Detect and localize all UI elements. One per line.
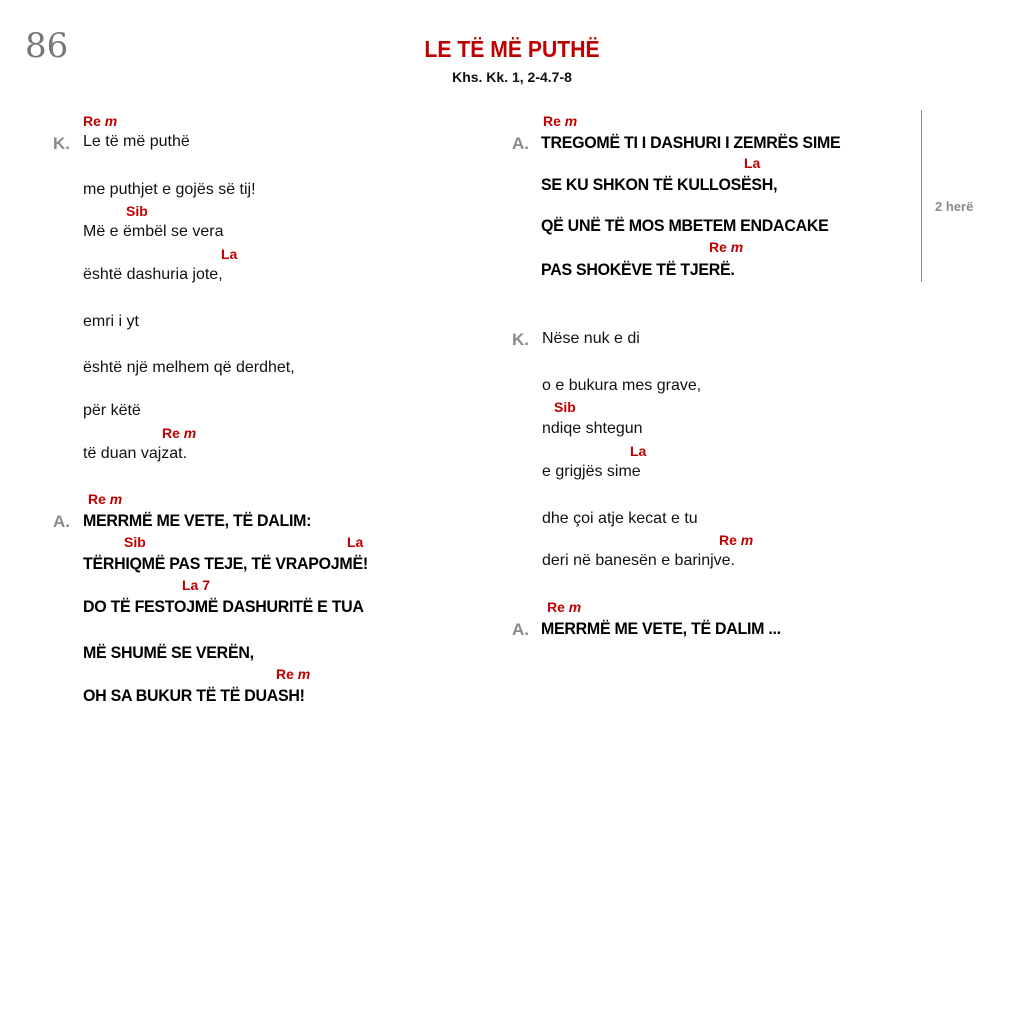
lyric-line: Le të më puthë (83, 133, 190, 150)
lyric-line: Më e ëmbël se vera (83, 223, 224, 240)
chord-la7: La 7 (182, 577, 211, 593)
lyric-line: emri i yt (83, 313, 139, 330)
lyric-line: është dashuria jote, (83, 266, 223, 283)
chord-re-minor: Re m (88, 491, 123, 507)
refrain-line: DO TË FESTOJMË DASHURITË E TUA (83, 597, 364, 616)
refrain-line: QË UNË TË MOS MBETEM ENDACAKE (541, 216, 829, 235)
chord-re-minor: Re m (162, 425, 197, 441)
lyric-line: ndiqe shtegun (542, 420, 643, 437)
marker-a: A. (53, 512, 70, 531)
repeat-bracket (921, 110, 922, 282)
chord-sib: Sib (124, 534, 146, 550)
repeat-note: 2 herë (935, 199, 974, 214)
chord-sib: Sib (126, 203, 148, 219)
refrain-line: MERRMË ME VETE, TË DALIM: (83, 511, 312, 530)
chord-re-minor: Re m (709, 239, 744, 255)
chord-la: La (221, 246, 238, 262)
chord-la: La (347, 534, 364, 550)
refrain-line: SE KU SHKON TË KULLOSËSH, (541, 175, 778, 194)
marker-a: A. (512, 620, 529, 639)
chord-la: La (744, 155, 761, 171)
marker-k: K. (512, 330, 529, 349)
lyric-line: o e bukura mes grave, (542, 377, 702, 394)
chord-la: La (630, 443, 647, 459)
page-number: 86 (25, 26, 69, 66)
marker-a: A. (512, 134, 529, 153)
song-title: LE TË MË PUTHË (424, 36, 600, 62)
chord-sib: Sib (554, 399, 576, 415)
refrain-line: TËRHIQMË PAS TEJE, TË VRAPOJMË! (83, 554, 368, 573)
chord-re-minor: Re m (83, 113, 118, 129)
refrain-line: PAS SHOKËVE TË TJERË. (541, 260, 735, 279)
lyric-line: Nëse nuk e di (542, 330, 640, 347)
lyric-line: është një melhem që derdhet, (83, 359, 295, 376)
refrain-line: MERRMË ME VETE, TË DALIM ... (541, 619, 781, 638)
chord-re-minor: Re m (547, 599, 582, 615)
refrain-line: TREGOMË TI I DASHURI I ZEMRËS SIME (541, 133, 841, 152)
scripture-reference: Khs. Kk. 1, 2-4.7-8 (452, 69, 572, 85)
lyric-line: dhe çoi atje kecat e tu (542, 510, 698, 527)
lyric-line: për këtë (83, 402, 141, 419)
refrain-line: MË SHUMË SE VERËN, (83, 643, 254, 662)
lyric-line: deri në banesën e barinjve. (542, 552, 736, 569)
lyric-line: e grigjës sime (542, 463, 641, 480)
chord-re-minor: Re m (276, 666, 311, 682)
chord-re-minor: Re m (719, 532, 754, 548)
marker-k: K. (53, 134, 70, 153)
refrain-line: OH SA BUKUR TË TË DUASH! (83, 686, 305, 705)
lyric-line: të duan vajzat. (83, 445, 188, 462)
lyric-line: me puthjet e gojës së tij! (83, 181, 256, 198)
chord-re-minor: Re m (543, 113, 578, 129)
